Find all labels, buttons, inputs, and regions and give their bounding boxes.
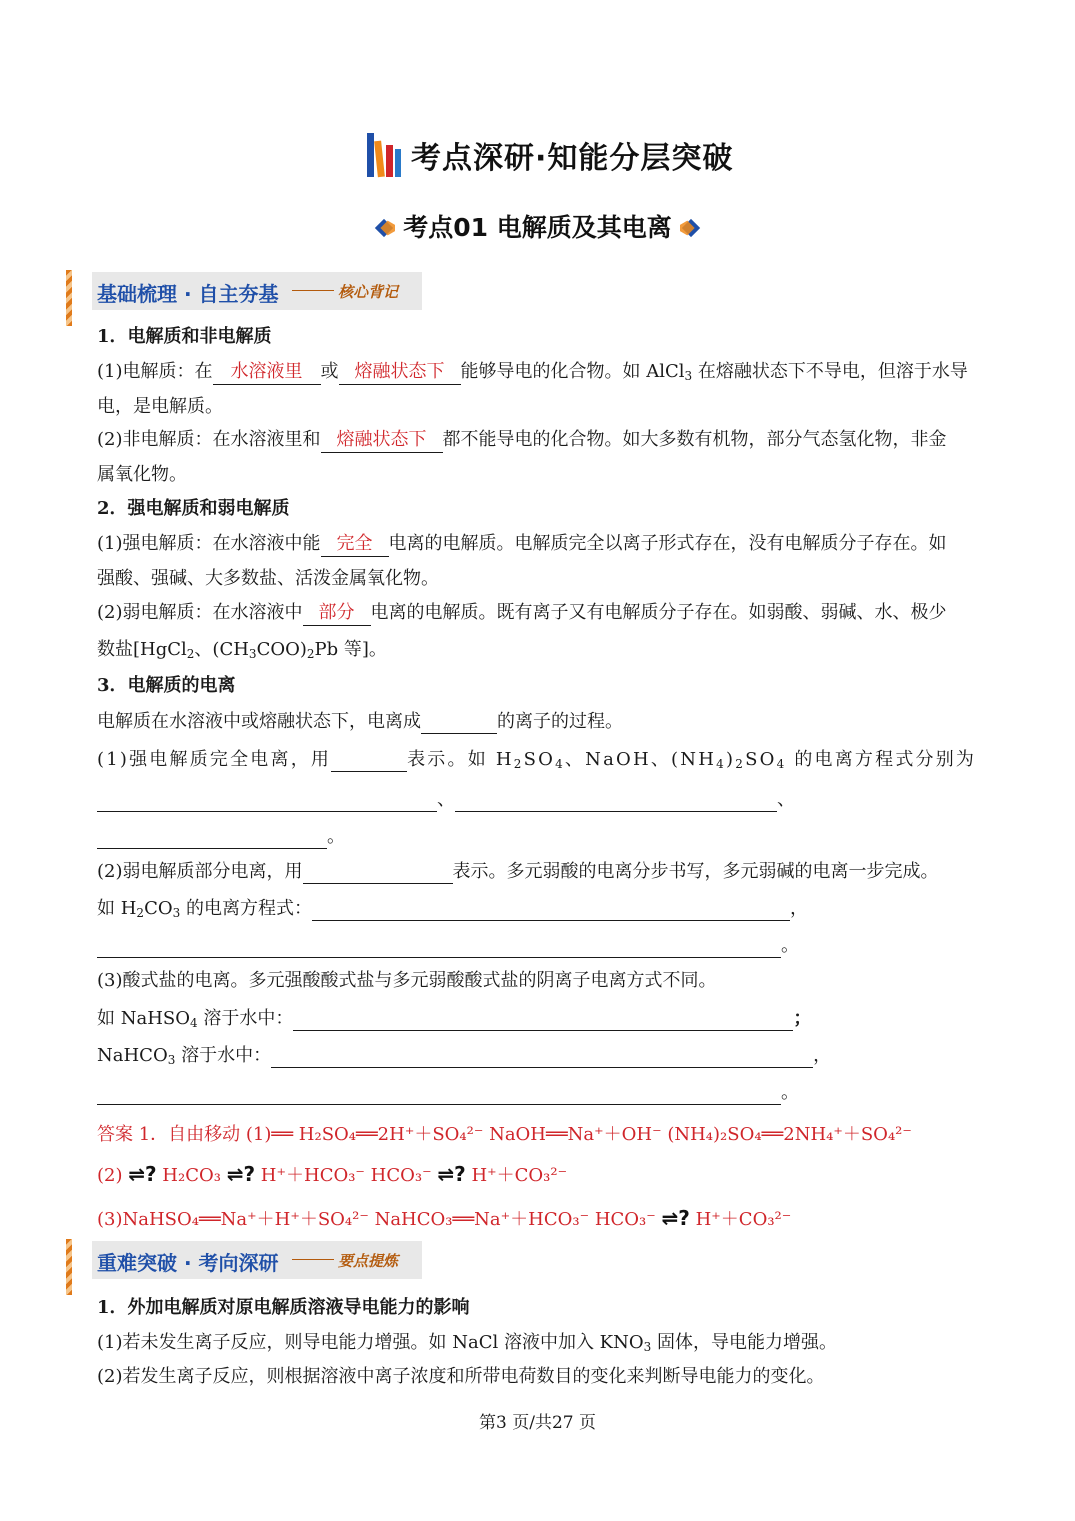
books-icon	[365, 131, 403, 179]
text: ，	[789, 898, 808, 919]
text: 。	[781, 1082, 799, 1103]
blank-field[interactable]	[293, 1010, 793, 1031]
text: (1)电解质：在	[97, 361, 213, 382]
subscript: 4	[190, 1016, 198, 1030]
text: 电离的电解质。既有离子又有电解质分子存在。如弱酸、弱碱、水、极少	[370, 602, 947, 623]
heading-1: 1．电解质和非电解质	[97, 326, 272, 347]
section-dash	[292, 290, 334, 291]
blank-field[interactable]	[97, 937, 781, 958]
answer-fill: 完全	[321, 532, 389, 557]
text: ，	[813, 1045, 832, 1066]
sub-title: 考点01 电解质及其电离	[403, 213, 672, 242]
subscript: 4	[555, 757, 565, 771]
blank-field[interactable]	[97, 828, 327, 849]
paragraph-electrolyte	[97, 360, 978, 385]
text: 电离的电解质。电解质完全以离子形式存在，没有电解质分子存在。如	[388, 533, 947, 554]
paragraph-nahso4	[97, 1007, 978, 1031]
main-title: 考点深研·知能分层突破	[411, 141, 734, 176]
text: H⁺＋HCO₃⁻ HCO₃⁻	[260, 1165, 432, 1186]
blank-field[interactable]	[97, 1084, 781, 1105]
section-header-key-points	[66, 1239, 426, 1277]
subscript: 3	[167, 1053, 176, 1067]
text: SO	[745, 749, 777, 770]
subscript: 2	[136, 906, 145, 920]
blank-field[interactable]	[271, 1047, 813, 1068]
text: H⁺＋CO₃²⁻	[471, 1165, 568, 1186]
text: 或	[320, 361, 339, 382]
paragraph-nahco3	[97, 1044, 978, 1068]
paragraph-strong	[97, 532, 978, 557]
heading-3: 3．电解质的电离	[97, 675, 236, 696]
text: 的离子的过程。	[497, 711, 623, 732]
text: Pb 等]。	[314, 639, 387, 660]
heading-2: 2．强电解质和弱电解质	[97, 498, 290, 519]
answer-line-row	[97, 788, 978, 812]
text: 都不能导电的化合物。如大多数有机物，部分气态氢化物，非金	[442, 429, 947, 450]
reversible-arrow-icon: ⇌?	[128, 1162, 157, 1186]
section-title: 重难突破 · 考向深研	[97, 1251, 279, 1275]
subscript: 4	[716, 757, 726, 771]
text: 在熔融状态下不导电，但溶于水导	[692, 361, 968, 382]
answer-fill: 水溶液里	[213, 360, 321, 385]
section-tag: 核心背记	[338, 283, 399, 301]
text: 的电离方程式：	[180, 898, 312, 919]
text: 数盐[HgCl	[97, 639, 187, 660]
paragraph-strong-ionization	[97, 748, 978, 772]
blank-field[interactable]	[303, 863, 453, 884]
text: 溶于水中：	[175, 1045, 272, 1066]
paragraph-strong-cont: 强酸、强碱、大多数盐、活泼金属氧化物。	[97, 568, 439, 589]
key-paragraph-1	[97, 1331, 978, 1355]
subscript: 2	[735, 757, 746, 771]
answer-fill: 熔融状态下	[339, 360, 461, 385]
text: SO	[523, 749, 556, 770]
reversible-arrow-icon: ⇌?	[226, 1162, 256, 1186]
sub-title-block	[0, 208, 1075, 244]
paragraph-electrolyte-cont: 电，是电解质。	[97, 396, 223, 417]
answer-fill: 部分	[303, 601, 371, 626]
text: 。	[781, 935, 799, 956]
text: 能够导电的化合物。如 AlCl	[460, 361, 685, 382]
blank-field[interactable]	[312, 900, 790, 921]
text: 如 NaHSO	[97, 1008, 190, 1029]
subscript: 4	[776, 757, 787, 771]
key-paragraph-2: (2)若发生离子反应，则根据溶液中离子浓度和所带电荷数目的变化来判断导电能力的变化。	[97, 1366, 825, 1387]
subscript: 3	[643, 1340, 652, 1354]
text: 的电离方程式分别为	[786, 749, 977, 770]
text: 、	[437, 789, 455, 810]
blank-field[interactable]	[455, 791, 777, 812]
section-tag: 要点提炼	[338, 1252, 399, 1270]
text: 、	[777, 789, 795, 810]
text: 表示。如 H	[407, 749, 514, 770]
section-title: 基础梳理 · 自主夯基	[97, 282, 279, 306]
text: (2)非电解质：在水溶液里和	[97, 429, 321, 450]
paragraph-weak-ionization	[97, 860, 978, 884]
text: 、(CH	[194, 639, 249, 660]
paragraph-weak-cont	[97, 638, 978, 662]
section-accent-bar	[66, 1239, 72, 1295]
text: 、NaOH、(NH	[564, 749, 717, 770]
paragraph-ionization	[97, 710, 978, 734]
subscript: 2	[513, 757, 524, 771]
text: (2)弱电解质：在水溶液中	[97, 602, 303, 623]
text: 溶于水中：	[197, 1008, 294, 1029]
paragraph-nonelectrolyte-cont: 属氧化物。	[97, 464, 187, 485]
text: (1)强电解质：在水溶液中能	[97, 533, 321, 554]
text: H₂CO₃	[156, 1165, 221, 1186]
key-heading-1: 1．外加电解质对原电解质溶液导电能力的影响	[97, 1297, 470, 1318]
subscript: 2	[306, 647, 315, 661]
text: (2)	[97, 1165, 129, 1186]
paragraph-acid-salt: (3)酸式盐的电离。多元强酸酸式盐与多元弱酸酸式盐的阴离子电离方式不同。	[97, 970, 717, 991]
section-dash	[292, 1259, 334, 1260]
text: )	[725, 749, 736, 770]
text: 电解质在水溶液中或熔融状态下，电离成	[97, 711, 421, 732]
section-accent-bar	[66, 270, 72, 326]
text: 。	[327, 826, 345, 847]
blank-field[interactable]	[97, 791, 437, 812]
text: NaHCO	[97, 1045, 168, 1066]
answer-line-row	[97, 825, 978, 849]
answer-line-1: 答案 1．自由移动 (1)══ H₂SO₄══2H⁺＋SO₄²⁻ NaOH══Na⁺＋OH⁻ (NH₄)₂SO₄══2NH₄⁺＋SO₄²⁻	[97, 1124, 912, 1145]
blank-field[interactable]	[331, 751, 407, 772]
subscript: 3	[248, 647, 257, 661]
diamond-left-icon	[373, 217, 395, 239]
text: (1)若未发生离子反应，则导电能力增强。如 NaCl 溶液中加入 KNO	[97, 1332, 644, 1353]
text: 表示。多元弱酸的电离分步书写，多元弱碱的电离一步完成。	[452, 861, 939, 882]
text: H⁺＋CO₃²⁻	[695, 1209, 792, 1230]
reversible-arrow-icon: ⇌?	[437, 1162, 466, 1186]
answer-line-row	[97, 1081, 978, 1105]
reversible-arrow-icon: ⇌?	[661, 1206, 690, 1230]
answer-line-3	[97, 1205, 791, 1231]
blank-field[interactable]	[421, 713, 497, 734]
text: (3)NaHSO₄══Na⁺＋H⁺＋SO₄²⁻ NaHCO₃══Na⁺＋HCO₃⁻ HCO₃⁻	[97, 1209, 656, 1230]
subscript: 3	[172, 906, 181, 920]
text: (1)强电解质完全电离，用	[97, 749, 332, 770]
text: (2)弱电解质部分电离，用	[97, 861, 303, 882]
subscript: 3	[684, 369, 693, 383]
answer-line-2	[97, 1161, 567, 1187]
answer-line-row	[97, 934, 978, 958]
text: CO	[144, 898, 173, 919]
text: ；	[793, 1008, 812, 1029]
page-number: 第3 页/共27 页	[479, 1413, 596, 1433]
subscript: 2	[186, 647, 195, 661]
paragraph-nonelectrolyte	[97, 428, 978, 453]
paragraph-h2co3	[97, 897, 978, 921]
main-title-block	[365, 130, 733, 180]
answer-fill: 熔融状态下	[321, 428, 443, 453]
section-header-basics	[66, 270, 426, 308]
text: 如 H	[97, 898, 137, 919]
text: COO)	[256, 639, 307, 660]
text: 固体，导电能力增强。	[651, 1332, 837, 1353]
paragraph-weak	[97, 601, 978, 626]
diamond-right-icon	[680, 217, 702, 239]
